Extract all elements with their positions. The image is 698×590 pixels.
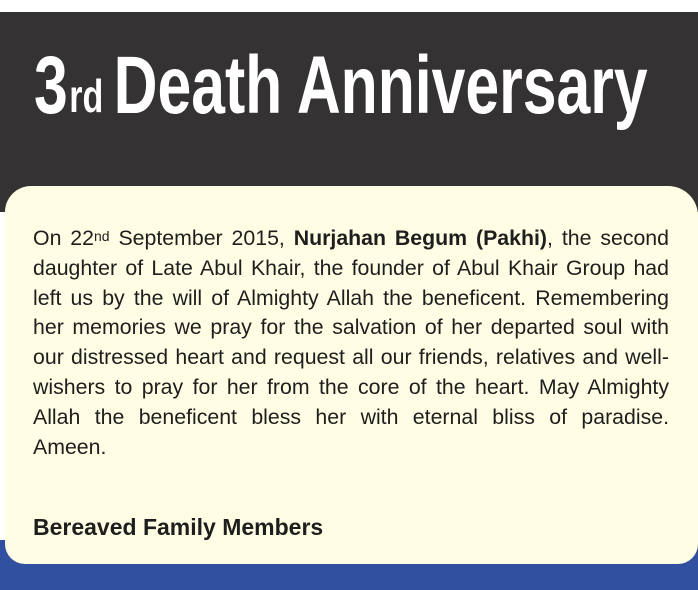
page-title [34, 38, 648, 134]
title-ordinal-suffix: rd [69, 70, 104, 122]
notice-message: , the second daughter of Late Abul Khair, the founder of Abul Khair Group had left us by the will of Almighty Allah the beneficent. Remembering her memories we pray for the salvation of her departed soul with our distressed heart and request all our friends, relatives and well-wishers to pray for her from the core of the heart. May Almighty Allah the beneficent bless her with eternal bliss of paradise. Ameen. [33, 226, 669, 459]
deceased-name: Nurjahan Begum (Pakhi) [293, 226, 548, 250]
notice-body [33, 224, 669, 462]
signature: Bereaved Family Members [33, 514, 324, 540]
notice-intro: On 22 [33, 226, 94, 250]
title-text: Death Anniversary [113, 40, 648, 131]
notice-date: September 2015, [109, 226, 294, 250]
title-number: 3 [34, 40, 68, 131]
date-ordinal-suffix: nd [94, 228, 110, 244]
